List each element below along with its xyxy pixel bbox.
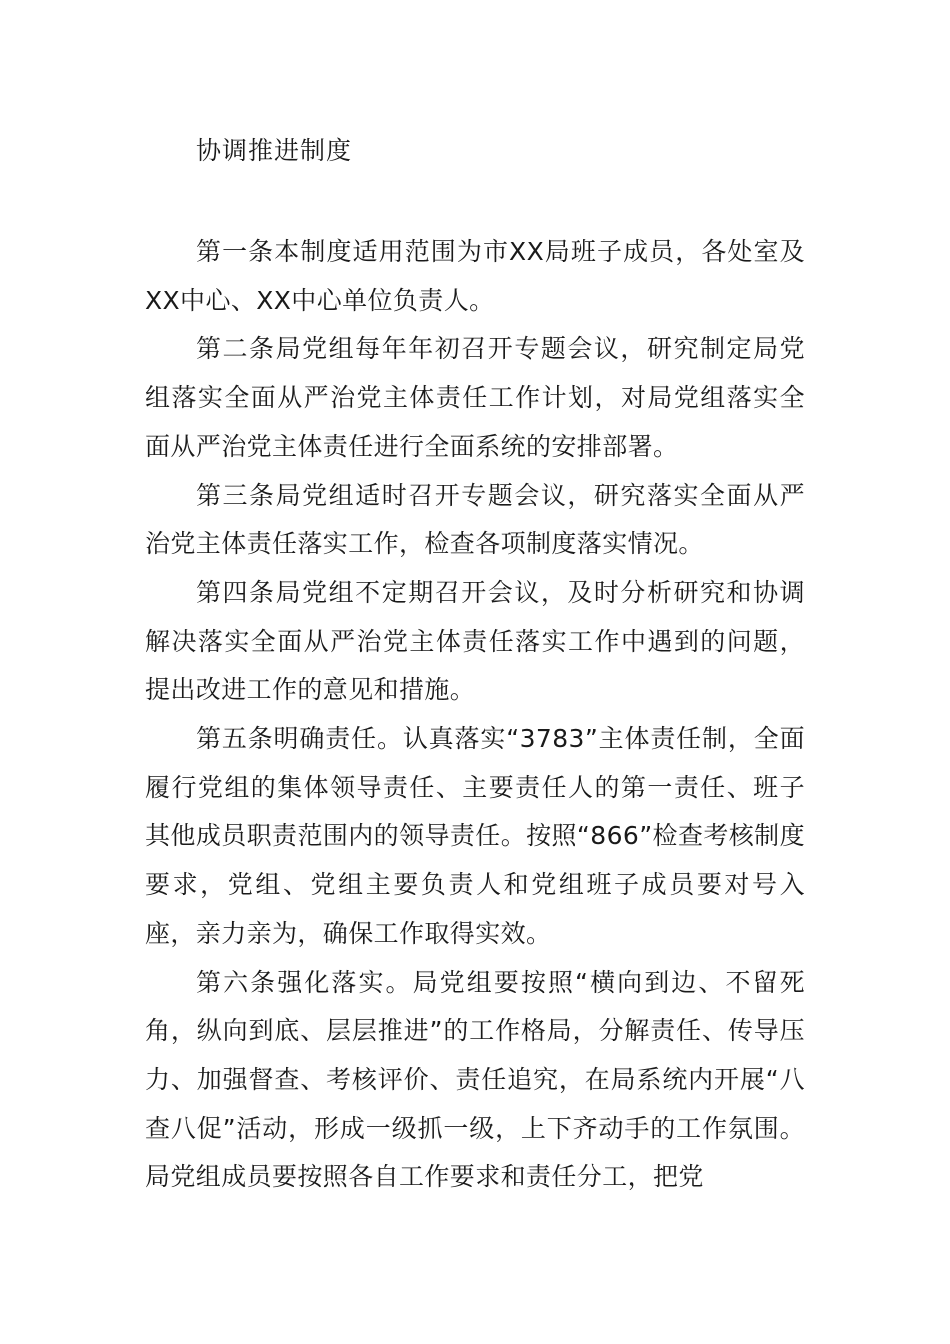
article-6-paragraph: 第六条强化落实。局党组要按照“横向到边、不留死角，纵向到底、层层推进”的工作格局，分解责任、传导压力、加强督查、考核评价、责任追究，在局系统内开展“八查八促”活动，形成一级抓一级，上下齐动手的工作氛围。局党组成员要按照各自工作要求和责任分工，把党 [145, 967, 805, 1192]
article-3-paragraph: 第三条局党组适时召开专题会议，研究落实全面从严治党主体责任落实工作，检查各项制度落实情况。 [145, 480, 805, 559]
article-5-paragraph: 第五条明确责任。认真落实“3783”主体责任制，全面履行党组的集体领导责任、主要责任人的第一责任、班子其他成员职责范围内的领导责任。按照“866”检查考核制度要求，党组、党组主要负责人和党组班子成员要对号入座，亲力亲为，确保工作取得实效。 [145, 724, 805, 948]
article-2-paragraph: 第二条局党组每年年初召开专题会议，研究制定局党组落实全面从严治党主体责任工作计划，对局党组落实全面从严治党主体责任进行全面系统的安排部署。 [145, 334, 805, 461]
article-1-paragraph: 第一条本制度适用范围为市XX局班子成员，各处室及XX中心、XX中心单位负责人。 [145, 237, 805, 315]
article-4-paragraph: 第四条局党组不定期召开会议，及时分析研究和协调解决落实全面从严治党主体责任落实工作中遇到的问题，提出改进工作的意见和措施。 [145, 577, 805, 705]
document-body [145, 228, 805, 1202]
document-title: 协调推进制度 [196, 136, 353, 165]
